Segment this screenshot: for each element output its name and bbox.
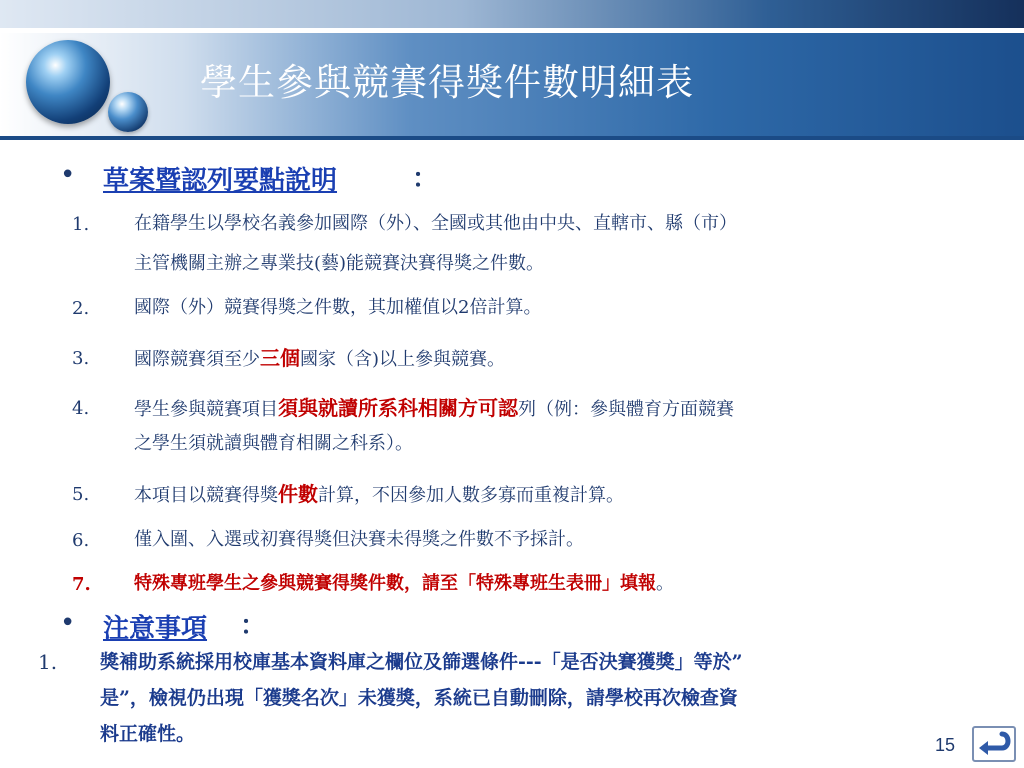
bullet-icon: • [60, 608, 76, 638]
heading-colon: ： [412, 164, 439, 194]
list-item-3 [134, 340, 505, 378]
item-text: 本項目以競賽得獎 [134, 485, 278, 506]
return-button[interactable] [972, 726, 1016, 762]
item-number: 5. [72, 484, 90, 505]
list-item-2: 國際（外）競賽得獎之件數，其加權值以2倍計算。 [134, 297, 542, 318]
item-text: 計算，不因參加人數多寡而重複計算。 [318, 485, 624, 506]
item-text: 學生參與競賽項目 [134, 399, 278, 420]
note-line-1: 獎補助系統採用校庫基本資料庫之欄位及篩選條件---「是否決賽獲獎」等於” [100, 651, 743, 673]
large-sphere-icon [26, 40, 110, 124]
highlight-text: 件數 [278, 482, 318, 506]
list-item-7 [134, 566, 674, 602]
list-item-1-line2: 主管機關主辦之專業技(藝)能競賽決賽得獎之件數。 [134, 253, 545, 274]
highlight-text: 特殊專班學生之參與競賽得獎件數，請至「特殊專班生表冊」填報 [134, 573, 656, 594]
section-heading-guidelines: 草案暨認列要點說明 [103, 166, 338, 196]
item-text: 國家（含)以上參與競賽。 [300, 349, 506, 370]
note-line-3: 料正確性。 [100, 723, 196, 745]
page-title: 學生參與競賽得獎件數明細表 [200, 61, 694, 104]
page-number: 15 [935, 735, 956, 755]
banner-underline [0, 136, 1024, 140]
list-item-5 [134, 476, 624, 514]
item-number: 2. [72, 298, 90, 319]
return-arrow-icon [974, 728, 1014, 760]
note-number: 1. [38, 650, 58, 674]
note-line-2: 是”，檢視仍出現「獲獎名次」未獲獎，系統已自動刪除，請學校再次檢查資 [100, 687, 738, 709]
item-text: 列（例：參與體育方面競賽 [518, 399, 734, 420]
item-number: 1. [72, 214, 90, 235]
highlight-text: 須與就讀所系科相關方可認 [278, 396, 518, 420]
list-item-1-line1: 在籍學生以學校名義參加國際（外）、全國或其他由中央、直轄市、縣（市） [134, 213, 737, 234]
small-sphere-icon [108, 92, 148, 132]
item-number: 4. [72, 398, 90, 419]
item-text: 國際競賽須至少 [134, 349, 260, 370]
section-heading-notes: 注意事項 [103, 614, 208, 644]
item-text: 。 [656, 573, 674, 594]
highlight-text: 三個 [260, 346, 300, 370]
item-number: 6. [72, 530, 90, 551]
bullet-icon: • [60, 160, 76, 190]
list-item-4-line2: 之學生須就讀與體育相關之科系）。 [134, 433, 413, 454]
top-gradient-bar [0, 0, 1024, 28]
heading-colon: ： [240, 611, 267, 641]
list-item-6: 僅入圍、入選或初賽得獎但決賽未得獎之件數不予採計。 [134, 529, 584, 550]
list-item-4-line1 [134, 390, 734, 428]
item-number: 3. [72, 348, 90, 369]
item-number: 7. [72, 574, 91, 595]
